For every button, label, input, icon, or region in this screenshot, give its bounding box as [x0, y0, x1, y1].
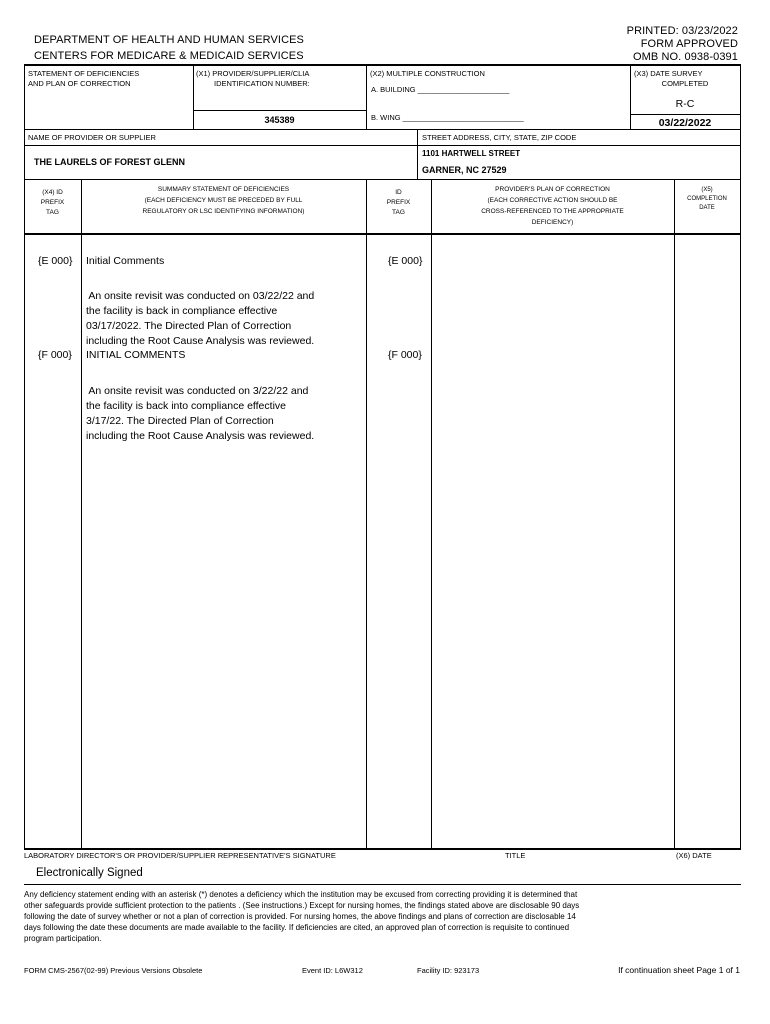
- x5-header-1: (X5): [701, 187, 713, 193]
- x4-header-3: TAG: [46, 209, 59, 216]
- x5-header-2: COMPLETION: [687, 196, 727, 202]
- summary-header-2: (EACH DEFICIENCY MUST BE PRECEDED BY FULL: [144, 197, 303, 204]
- statement-label-2: AND PLAN OF CORRECTION: [28, 79, 131, 88]
- signature-bottom-border: [24, 884, 741, 885]
- disclaimer-line-5: program participation.: [24, 934, 102, 943]
- col-divider-4: [674, 179, 675, 849]
- left-border: [24, 64, 25, 850]
- event-id: Event ID: L6W312: [302, 966, 363, 975]
- survey-completed-date: 03/22/2022: [658, 117, 712, 129]
- row2-divider: [417, 129, 418, 180]
- f-body-line-3: 3/17/22. The Directed Plan of Correction: [86, 415, 274, 427]
- column-header-bottom-border: [24, 233, 741, 235]
- department-title: DEPARTMENT OF HEALTH AND HUMAN SERVICES: [34, 34, 304, 46]
- f-title: INITIAL COMMENTS: [86, 349, 186, 361]
- omb-number: OMB NO. 0938-0391: [632, 51, 738, 63]
- x2-building: A. BUILDING ______________________: [371, 85, 510, 94]
- x2-wing: B. WING _____________________________: [371, 113, 524, 122]
- f-body-line-4: including the Root Cause Analysis was reviewed.: [86, 430, 315, 442]
- address-label: STREET ADDRESS, CITY, STATE, ZIP CODE: [422, 133, 577, 142]
- x5-header-3: DATE: [699, 205, 715, 211]
- provider-id-number: 345389: [264, 115, 295, 125]
- e-id-tag: {E 000}: [388, 255, 423, 267]
- x3-label-1: (X3) DATE SURVEY: [634, 69, 703, 78]
- plan-header-4: DEFICIENCY): [531, 219, 574, 226]
- plan-header-1: PROVIDER'S PLAN OF CORRECTION: [495, 186, 610, 193]
- page-indicator: If continuation sheet Page 1 of 1: [618, 965, 740, 975]
- col-divider-1: [81, 179, 82, 849]
- city-state-zip: GARNER, NC 27529: [422, 165, 507, 175]
- id-header-1: ID: [395, 189, 402, 196]
- x4-header-1: (X4) ID: [42, 189, 63, 196]
- summary-header-1: SUMMARY STATEMENT OF DEFICIENCIES: [157, 186, 290, 193]
- x1-value-line: [193, 110, 366, 111]
- signature-label: LABORATORY DIRECTOR'S OR PROVIDER/SUPPLIER REPRESENTATIVE'S SIGNATURE: [24, 851, 336, 860]
- title-label: TITLE: [505, 851, 526, 860]
- f-prefix-tag: {F 000}: [38, 349, 72, 361]
- plan-header-3: CROSS-REFERENCED TO THE APPROPRIATE: [481, 208, 624, 215]
- electronic-signature: Electronically Signed: [36, 867, 143, 879]
- col-divider-3: [431, 179, 432, 849]
- x3-label-2: COMPLETED: [661, 79, 709, 88]
- facility-id: Facility ID: 923173: [417, 966, 480, 975]
- address-label-line: [417, 145, 740, 146]
- top-border: [24, 64, 741, 66]
- survey-type: R-C: [675, 98, 695, 110]
- form-number: FORM CMS-2567(02-99) Previous Versions Obsolete: [24, 966, 203, 975]
- id-header-2: PREFIX: [386, 199, 411, 206]
- f-id-tag: {F 000}: [388, 349, 422, 361]
- provider-name: THE LAURELS OF FOREST GLENN: [34, 157, 186, 167]
- form-approved-label: FORM APPROVED: [640, 38, 738, 50]
- date-label: (X6) DATE: [676, 851, 712, 860]
- statement-label-1: STATEMENT OF DEFICIENCIES: [28, 69, 140, 78]
- e-body-line-2: the facility is back in compliance effective: [86, 305, 278, 317]
- f-body-line-2: the facility is back into compliance effective: [86, 400, 286, 412]
- row2-bottom-border: [24, 179, 741, 180]
- x4-header-2: PREFIX: [40, 199, 65, 206]
- row1-divider-2: [366, 64, 367, 130]
- x3-value-line: [630, 114, 740, 115]
- col-divider-2: [366, 179, 367, 849]
- x1-label-2: IDENTIFICATION NUMBER:: [214, 79, 310, 88]
- f-body-line-1: An onsite revisit was conducted on 3/22/22 and: [86, 385, 309, 397]
- printed-date: PRINTED: 03/23/2022: [626, 25, 738, 37]
- disclaimer-line-2: other safeguards provide sufficient protection to the patients . (See instructions.) Except for nursing homes, the findings stated above are disclosable 90 days: [24, 901, 580, 910]
- disclaimer-line-4: days following the date these documents are made available to the facility. If deficiencies are cited, an approved plan of correction is requisite to continued: [24, 923, 570, 932]
- x1-label-1: (X1) PROVIDER/SUPPLIER/CLIA: [196, 69, 310, 78]
- summary-header-3: REGULATORY OR LSC IDENTIFYING INFORMATION): [142, 208, 305, 215]
- name-label-line: [24, 145, 417, 146]
- id-header-3: TAG: [392, 209, 405, 216]
- disclaimer-line-3: following the date of survey whether or not a plan of correction is provided. For nursing homes, the above findings and plans of correction are disclosable 14: [24, 912, 576, 921]
- street-address: 1101 HARTWELL STREET: [422, 149, 521, 158]
- plan-header-2: (EACH CORRECTIVE ACTION SHOULD BE: [487, 197, 618, 204]
- e-title: Initial Comments: [86, 255, 165, 267]
- x2-label: (X2) MULTIPLE CONSTRUCTION: [370, 69, 485, 78]
- e-body-line-4: including the Root Cause Analysis was reviewed.: [86, 335, 315, 347]
- e-body-line-3: 03/17/2022. The Directed Plan of Correction: [86, 320, 292, 332]
- table-bottom-border: [24, 848, 741, 850]
- e-body-line-1: An onsite revisit was conducted on 03/22/22 and: [86, 290, 315, 302]
- right-border: [740, 64, 741, 850]
- e-prefix-tag: {E 000}: [38, 255, 73, 267]
- provider-name-label: NAME OF PROVIDER OR SUPPLIER: [28, 133, 156, 142]
- disclaimer-line-1: Any deficiency statement ending with an asterisk (*) denotes a deficiency which the institution may be excused from correcting providing it is determined that: [24, 890, 578, 899]
- agency-title: CENTERS FOR MEDICARE & MEDICAID SERVICES: [34, 50, 304, 62]
